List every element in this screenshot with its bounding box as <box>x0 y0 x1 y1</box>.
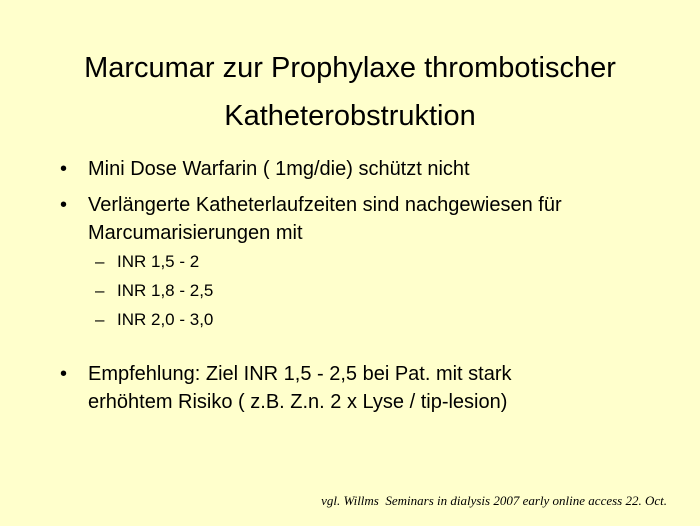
bullet-marker: • <box>60 158 68 180</box>
bullet-text: Verlängerte Katheterlaufzeiten sind nachgewiesen für <box>88 194 562 216</box>
sub-bullet-marker: – <box>95 281 105 300</box>
bullet-marker: • <box>60 363 68 385</box>
sub-bullet-marker: – <box>95 310 105 329</box>
sub-bullet-text: INR 1,8 - 2,5 <box>117 281 214 300</box>
citation: vgl. Willms Seminars in dialysis 2007 early online access 22. Oct. <box>321 493 667 508</box>
bullet-text: Marcumarisierungen mit <box>88 222 303 244</box>
bullet-text: erhöhtem Risiko ( z.B. Z.n. 2 x Lyse / tip-lesion) <box>88 391 508 413</box>
slide-title <box>0 44 700 140</box>
sub-bullet-text: INR 2,0 - 3,0 <box>117 310 214 329</box>
slide-title-line-1: Marcumar zur Prophylaxe thrombotischer <box>84 52 616 84</box>
bullet-marker: • <box>60 194 68 216</box>
bullet-text: Mini Dose Warfarin ( 1mg/die) schützt nicht <box>88 158 470 180</box>
slide-title-line-2: Katheterobstruktion <box>224 100 476 132</box>
sub-bullet-text: INR 1,5 - 2 <box>117 252 200 271</box>
sub-bullet-marker: – <box>95 252 105 271</box>
bullet-text: Empfehlung: Ziel INR 1,5 - 2,5 bei Pat. mit stark <box>88 363 512 385</box>
